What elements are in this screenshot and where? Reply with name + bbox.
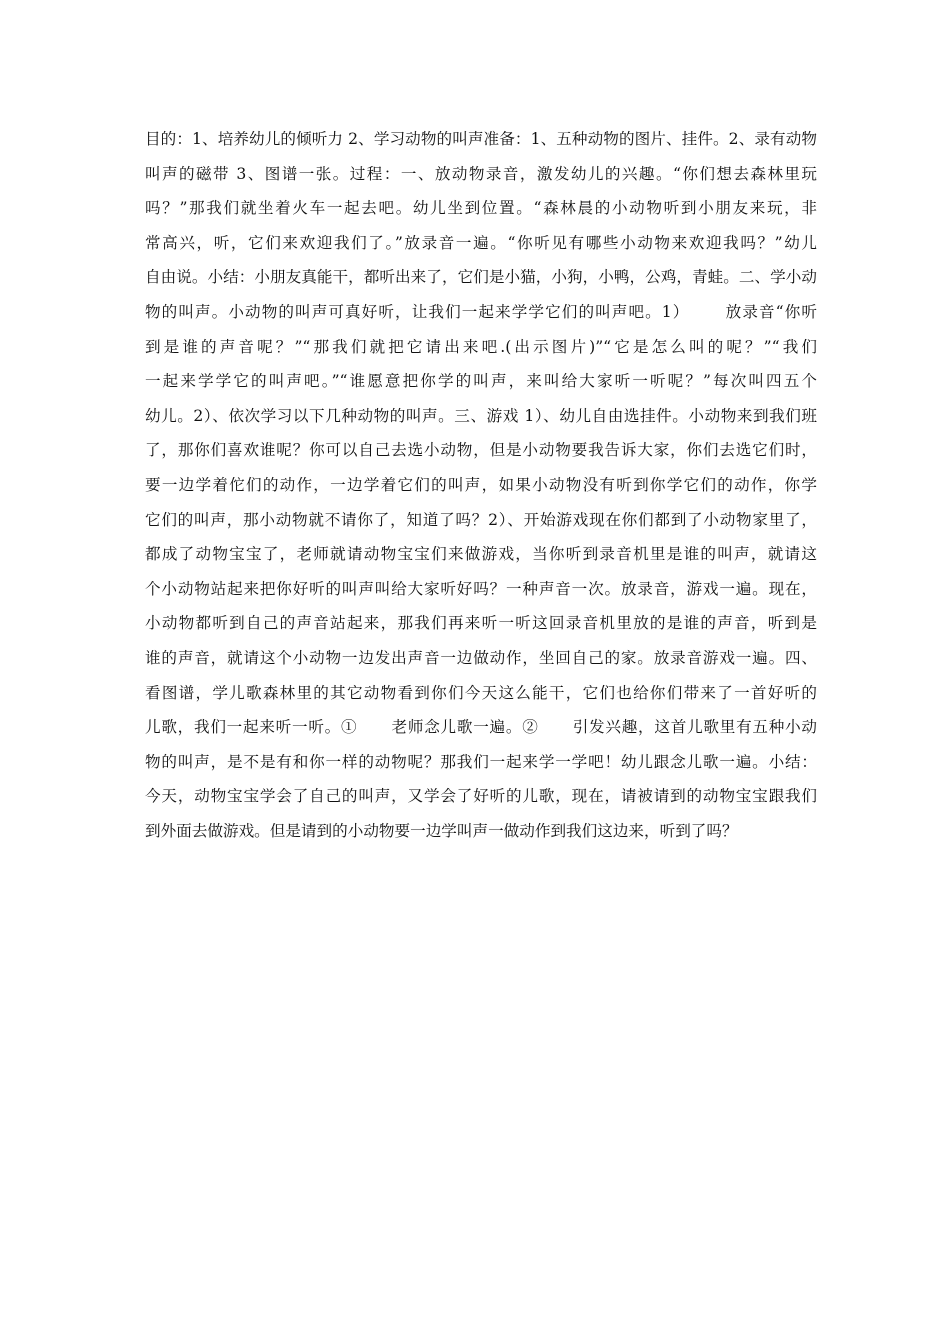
text-line: 它们的叫声，那小动物就不请你了，知道了吗？2）、开始游戏现在你们都到了小动物家里了， (145, 510, 817, 529)
text-line: 幼儿。2）、依次学习以下几种动物的叫声。三、游戏 1）、幼儿自由选挂件。小动物来到我们班 (145, 406, 817, 425)
text-line: 了，那你们喜欢谁呢？你可以自己去选小动物，但是小动物要我告诉大家，你们去选它们时， (145, 441, 817, 460)
text-line: 到是谁的声音呢？”“那我们就把它请出来吧.(出示图片)”“它是怎么叫的呢？”“我们 (145, 337, 817, 356)
text-line: 目的：1、培养幼儿的倾听力 2、学习动物的叫声准备：1、五种动物的图片、挂件。2、录有动物 (145, 130, 817, 148)
text-line: 看图谱，学儿歌森林里的其它动物看到你们今天这么能干，它们也给你们带来了一首好听的 (145, 683, 817, 702)
text-line: 个小动物站起来把你好听的叫声叫给大家听好吗？一种声音一次。放录音，游戏一遍。现在， (145, 579, 817, 598)
text-line: 常高兴，听，它们来欢迎我们了。”放录音一遍。“你听见有哪些小动物来欢迎我吗？”幼儿 (145, 233, 817, 252)
text-line: 吗？”那我们就坐着火车一起去吧。幼儿坐到位置。“森林晨的小动物听到小朋友来玩，非 (145, 199, 817, 218)
text-line: 一起来学学它的叫声吧。”“谁愿意把你学的叫声，来叫给大家听一听呢？”每次叫四五个 (145, 372, 817, 391)
document-body (145, 122, 817, 848)
text-line: 自由说。小结：小朋友真能干，都听出来了，它们是小猫，小狗，小鸭，公鸡，青蛙。二、学小动 (145, 268, 817, 287)
text-line: 物的叫声。小动物的叫声可真好听，让我们一起来学学它们的叫声吧。1） 放录音“你听 (145, 302, 817, 321)
text-line: 儿歌，我们一起来听一听。① 老师念儿歌一遍。② 引发兴趣，这首儿歌里有五种小动 (145, 718, 817, 737)
text-line: 谁的声音，就请这个小动物一边发出声音一边做动作，坐回自己的家。放录音游戏一遍。四、 (145, 648, 817, 667)
text-line: 都成了动物宝宝了，老师就请动物宝宝们来做游戏，当你听到录音机里是谁的叫声，就请这 (145, 545, 817, 564)
text-line: 今天，动物宝宝学会了自己的叫声，又学会了好听的儿歌，现在，请被请到的动物宝宝跟我们 (145, 787, 817, 806)
text-line: 到外面去做游戏。但是请到的小动物要一边学叫声一做动作到我们这边来，听到了吗？ (145, 821, 738, 840)
text-line: 小动物都听到自己的声音站起来，那我们再来听一听这回录音机里放的是谁的声音，听到是 (145, 614, 817, 633)
text-line: 要一边学着佗们的动作，一边学着它们的叫声，如果小动物没有听到你学它们的动作，你学 (145, 475, 817, 494)
text-line: 物的叫声，是不是有和你一样的动物呢？那我们一起来学一学吧！幼儿跟念儿歌一遍。小结： (145, 752, 817, 771)
text-line: 叫声的磁带 3、图谱一张。过程：一、放动物录音，激发幼儿的兴趣。“你们想去森林里玩 (145, 164, 817, 183)
